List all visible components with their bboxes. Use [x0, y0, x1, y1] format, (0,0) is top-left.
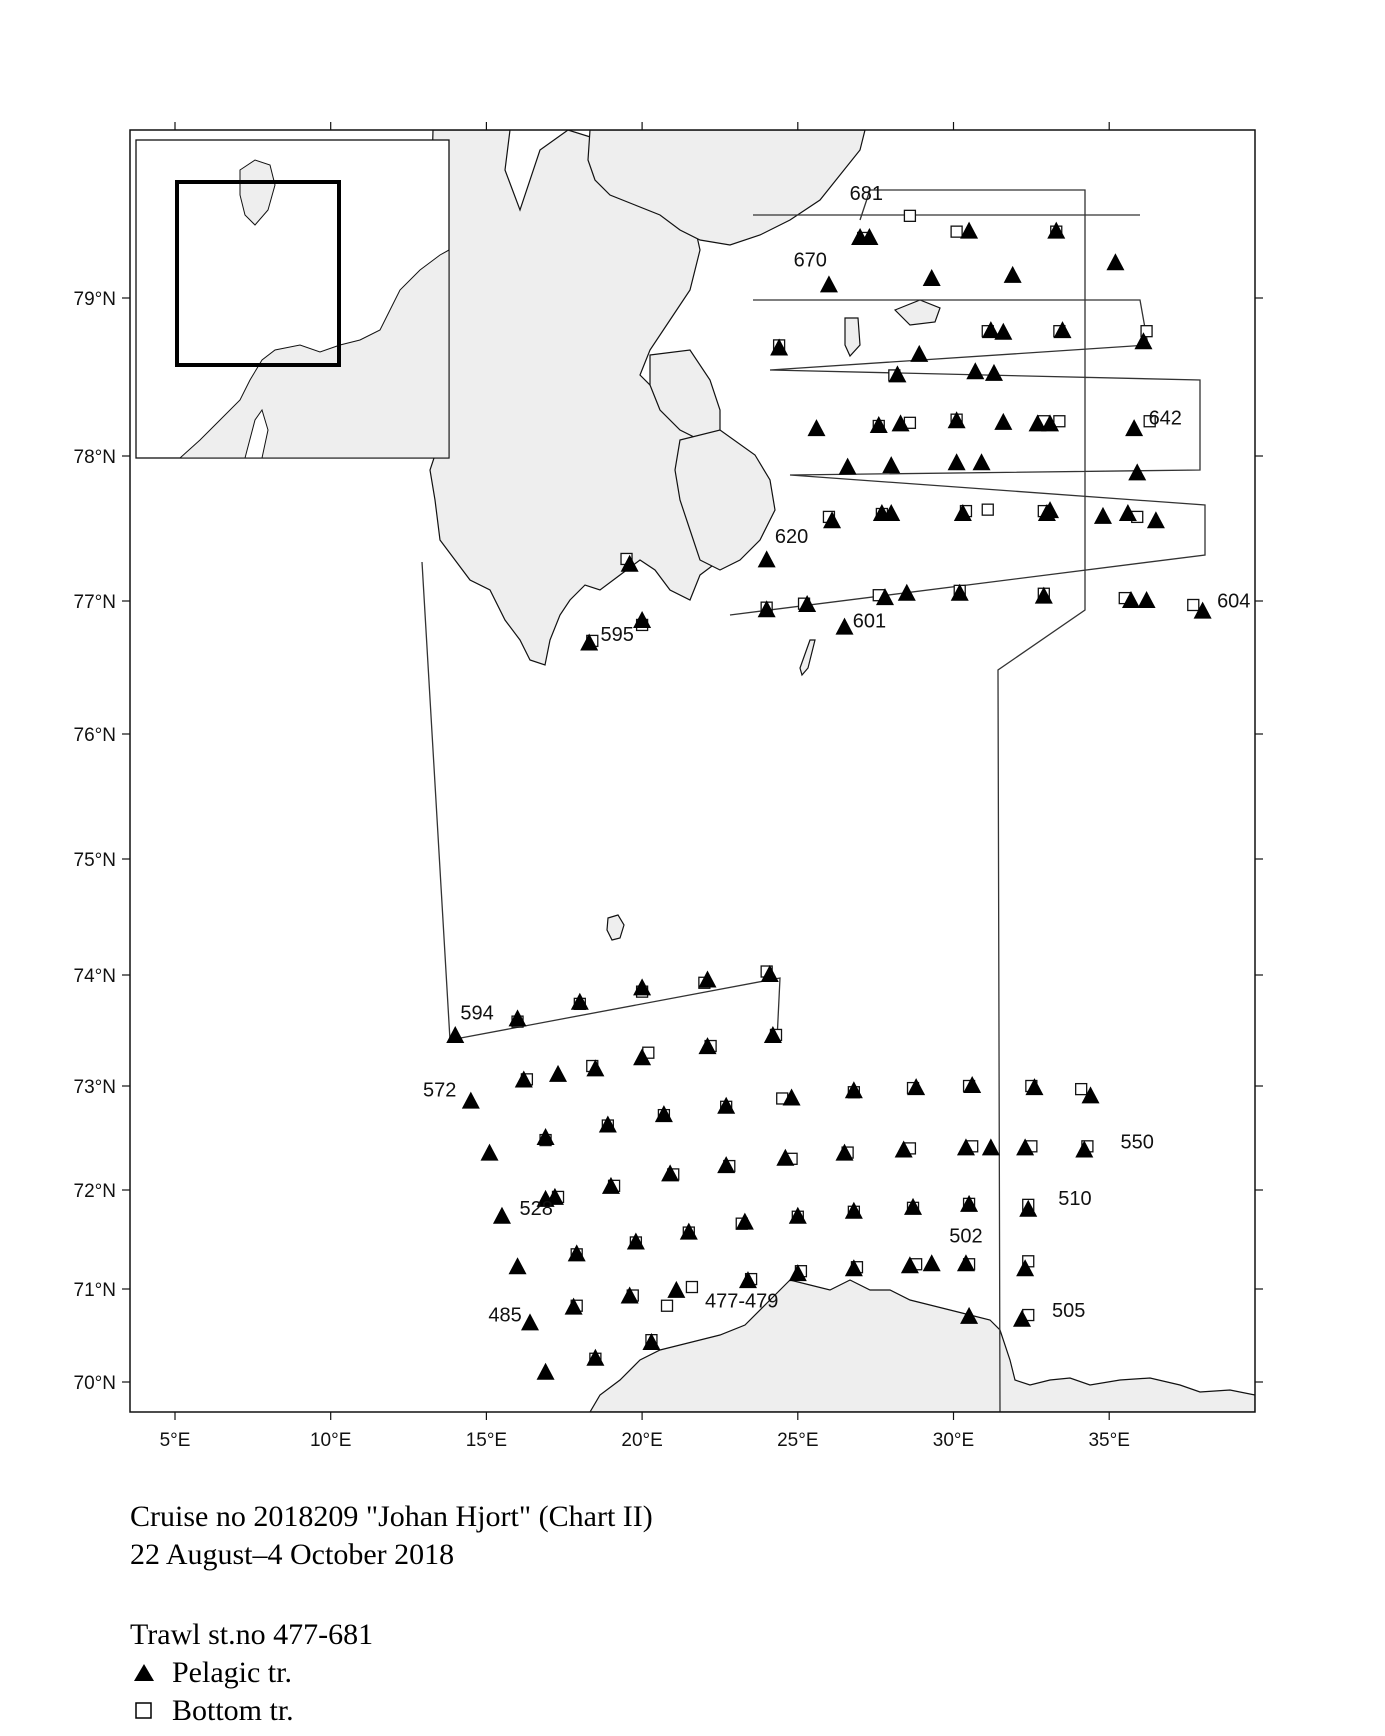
legend-item-bottom	[130, 1692, 373, 1730]
y-tick-label: 78°N	[73, 447, 116, 468]
station-number-label: 604	[1217, 590, 1251, 613]
pelagic-trawl-marker	[633, 978, 651, 995]
pelagic-trawl-marker	[1094, 507, 1112, 524]
y-tick-label: 72°N	[73, 1181, 116, 1202]
pelagic-trawl-marker	[820, 275, 838, 292]
pelagic-trawl-marker	[549, 1065, 567, 1082]
station-number-label: 510	[1058, 1187, 1092, 1210]
pelagic-trawl-marker	[910, 345, 928, 362]
pelagic-trawl-marker	[960, 222, 978, 239]
pelagic-trawl-marker	[571, 993, 589, 1010]
triangle-icon	[130, 1659, 158, 1687]
legend	[130, 1616, 373, 1730]
pelagic-trawl-marker	[994, 413, 1012, 430]
station-number-label: 550	[1120, 1131, 1154, 1154]
pelagic-trawl-marker	[481, 1144, 499, 1161]
pelagic-trawl-marker	[982, 1138, 1000, 1155]
pelagic-trawl-marker	[836, 618, 854, 635]
pelagic-trawl-marker	[1004, 266, 1022, 283]
pelagic-trawl-marker	[966, 362, 984, 379]
square-icon	[130, 1697, 158, 1725]
pelagic-trawl-marker	[586, 1349, 604, 1366]
pelagic-trawl-marker	[521, 1313, 539, 1330]
pelagic-trawl-marker	[493, 1207, 511, 1224]
legend-label-bottom: Bottom tr.	[172, 1694, 294, 1727]
pelagic-trawl-marker	[994, 323, 1012, 340]
legend-label-pelagic: Pelagic tr.	[172, 1656, 292, 1689]
y-tick-label: 79°N	[73, 289, 116, 310]
pelagic-trawl-marker	[923, 1254, 941, 1271]
pelagic-trawl-marker	[655, 1105, 673, 1122]
x-tick-label: 15°E	[465, 1430, 508, 1451]
pelagic-trawl-marker	[667, 1281, 685, 1298]
pelagic-trawl-marker	[509, 1009, 527, 1026]
station-number-label: 670	[793, 249, 827, 272]
pelagic-trawl-marker	[1125, 419, 1143, 436]
pelagic-trawl-marker	[509, 1257, 527, 1274]
x-tick-label: 30°E	[932, 1430, 975, 1451]
bottom-trawl-marker	[686, 1282, 697, 1293]
pelagic-trawl-marker	[870, 416, 888, 433]
pelagic-trawl-marker	[948, 453, 966, 470]
bottom-trawl-marker	[982, 504, 993, 515]
x-tick-label: 20°E	[621, 1430, 663, 1451]
pelagic-trawl-marker	[717, 1097, 735, 1114]
pelagic-trawl-marker	[537, 1363, 555, 1380]
x-tick-label: 35°E	[1088, 1430, 1130, 1451]
y-tick-label: 71°N	[73, 1280, 116, 1301]
pelagic-trawl-marker	[845, 1202, 863, 1219]
pelagic-trawl-marker	[1138, 591, 1156, 608]
pelagic-trawl-marker	[882, 456, 900, 473]
pelagic-trawl-marker	[904, 1198, 922, 1215]
pelagic-trawl-marker	[1147, 511, 1165, 528]
station-number-label: 642	[1148, 407, 1182, 430]
pelagic-trawl-marker	[770, 339, 788, 356]
station-number-label: 502	[949, 1225, 983, 1248]
y-tick-label: 73°N	[73, 1077, 116, 1098]
legend-title: Trawl st.no 477-681	[130, 1618, 374, 1651]
pelagic-trawl-marker	[642, 1333, 660, 1350]
pelagic-trawl-marker	[839, 458, 857, 475]
pelagic-trawl-marker	[923, 269, 941, 286]
bottom-trawl-marker	[904, 210, 915, 221]
pelagic-trawl-marker	[960, 1195, 978, 1212]
pelagic-trawl-marker	[1019, 1200, 1037, 1217]
pelagic-trawl-marker	[789, 1207, 807, 1224]
kvitoya-land	[845, 318, 860, 356]
cruise-caption	[130, 1498, 653, 1574]
y-tick-label: 74°N	[73, 966, 116, 987]
station-number-label: 505	[1052, 1299, 1086, 1322]
caption-line-2: 22 August–4 October 2018	[130, 1538, 455, 1571]
station-number-label: 681	[849, 183, 883, 206]
pelagic-trawl-marker	[807, 419, 825, 436]
station-number-label: 477-479	[705, 1290, 779, 1313]
pelagic-trawl-marker	[948, 411, 966, 428]
station-number-label: 620	[774, 526, 809, 548]
caption-line-1: Cruise no 2018209 "Johan Hjort" (Chart II)	[130, 1500, 653, 1533]
pelagic-trawl-marker	[1128, 463, 1146, 480]
y-tick-label: 75°N	[73, 850, 116, 871]
pelagic-trawl-marker	[1035, 587, 1053, 604]
pelagic-trawl-marker	[845, 1081, 863, 1098]
pelagic-trawl-marker	[462, 1092, 480, 1109]
y-tick-label: 77°N	[73, 592, 116, 613]
y-tick-label: 70°N	[73, 1373, 116, 1394]
pelagic-trawl-marker	[758, 600, 776, 617]
pelagic-trawl-marker	[973, 453, 991, 470]
kong-karls-land	[895, 300, 940, 325]
hopen-island	[800, 640, 815, 675]
pelagic-trawl-marker	[568, 1244, 586, 1261]
bjornoya-island	[607, 915, 624, 940]
station-number-label: 485	[488, 1304, 522, 1327]
x-tick-label: 10°E	[309, 1430, 352, 1451]
pelagic-trawl-marker	[985, 364, 1003, 381]
pelagic-trawl-marker	[1047, 222, 1065, 239]
pelagic-trawl-marker	[1106, 253, 1124, 270]
bottom-trawl-marker	[662, 1300, 673, 1311]
pelagic-trawl-marker	[633, 611, 651, 628]
pelagic-trawl-marker	[599, 1116, 617, 1133]
bottom-trawl-marker	[1076, 1084, 1087, 1095]
x-tick-label: 25°E	[777, 1430, 819, 1451]
norway-coast-land	[590, 1280, 1255, 1412]
pelagic-trawl-marker	[680, 1223, 698, 1240]
station-number-label: 594	[460, 1002, 494, 1025]
bottom-trawl-marker	[1188, 599, 1199, 610]
pelagic-trawl-marker	[627, 1232, 645, 1249]
pelagic-trawl-marker	[758, 550, 776, 567]
legend-item-pelagic	[130, 1654, 373, 1692]
y-tick-label: 76°N	[73, 725, 116, 746]
x-tick-label: 5°E	[159, 1430, 191, 1451]
station-number-label: 572	[423, 1079, 457, 1102]
station-number-label: 595	[600, 623, 634, 646]
pelagic-trawl-marker	[537, 1128, 555, 1145]
station-number-label: 528	[519, 1197, 553, 1220]
bottom-trawl-marker	[951, 226, 962, 237]
station-number-label: 601	[852, 610, 887, 633]
inset-map	[136, 140, 449, 458]
